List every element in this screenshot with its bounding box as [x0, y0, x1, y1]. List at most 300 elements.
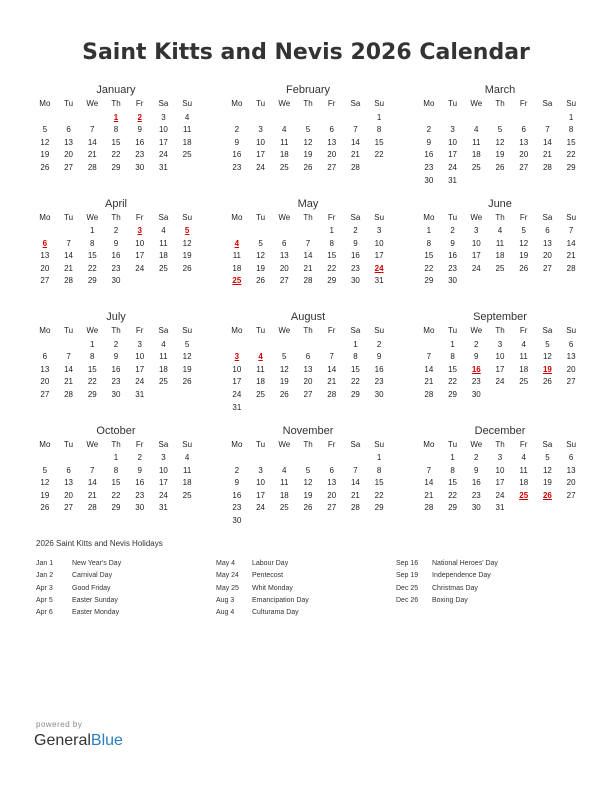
day-cell: 19 [182, 251, 192, 261]
day-cell: 30 [448, 276, 458, 286]
day-cell: 5 [497, 125, 503, 135]
day-cell: 11 [182, 465, 192, 475]
holiday-date: Sep 16 [396, 560, 419, 567]
day-cell: 7 [305, 238, 311, 248]
day-cell: 31 [232, 402, 242, 412]
day-cell: 21 [424, 490, 434, 500]
day-cell: 19 [303, 490, 313, 500]
day-cell: 16 [111, 251, 121, 261]
day-cell: 1 [376, 453, 382, 463]
day-cell: 18 [495, 251, 505, 261]
day-cell: 1 [90, 226, 95, 236]
day-cell: 23 [111, 263, 121, 273]
day-cell: 18 [182, 137, 192, 147]
day-cell: 5 [305, 125, 311, 135]
day-cell: 24 [135, 377, 145, 387]
month-name: August [290, 311, 326, 323]
day-cell: 27 [542, 263, 552, 273]
weekday-label: Fr [135, 99, 144, 108]
holiday-row [216, 583, 396, 595]
day-cell: 3 [161, 453, 166, 463]
weekday-label: Mo [423, 212, 435, 222]
day-cell: 7 [90, 465, 95, 475]
weekday-label: Su [182, 212, 193, 222]
calendar-title: Saint Kitts and Nevis 2026 Calendar [82, 40, 530, 65]
day-cell: 5 [545, 339, 550, 349]
day-cell: 21 [64, 377, 74, 387]
day-cell: 19 [542, 478, 552, 488]
weekday-label: Mo [423, 326, 435, 335]
day-cell: 10 [256, 478, 266, 488]
holiday-row [36, 558, 216, 570]
day-cell: 20 [40, 377, 50, 387]
holiday-name: Good Friday [72, 584, 111, 592]
day-cell: 3 [474, 226, 479, 236]
day-cell: 30 [374, 389, 384, 399]
month-november [225, 423, 391, 537]
holiday-name: Independence Day [432, 572, 491, 580]
holiday-row [216, 607, 396, 619]
day-cell: 29 [448, 389, 458, 399]
weekday-label: Mo [39, 99, 51, 108]
day-cell: 19 [40, 490, 50, 500]
day-cell: 13 [40, 364, 50, 374]
empty-cell [536, 112, 560, 125]
day-cell: 13 [327, 137, 337, 147]
day-cell: 23 [135, 490, 145, 500]
day-cell: 13 [279, 251, 289, 261]
weekday-label: Sa [350, 212, 361, 222]
month-september [417, 309, 583, 423]
day-cell: 24 [256, 162, 266, 172]
empty-cell [464, 112, 488, 125]
empty-cell [80, 112, 104, 125]
day-cell: 15 [424, 251, 434, 261]
day-cell: 19 [495, 150, 505, 160]
day-cell: 22 [111, 490, 121, 500]
day-cell: 27 [279, 276, 289, 286]
empty-cell [33, 225, 57, 238]
day-cell: 1 [450, 453, 455, 463]
weekday-label: Fr [327, 99, 336, 108]
day-cell: 14 [303, 251, 313, 261]
day-cell: 27 [519, 162, 529, 172]
day-cell: 23 [374, 377, 384, 387]
empty-cell [225, 112, 249, 125]
holiday-date: Apr 6 [36, 609, 53, 617]
holiday-day: 5 [184, 226, 190, 236]
day-cell: 17 [471, 251, 481, 261]
day-cell: 17 [495, 364, 505, 374]
weekday-label: Tu [448, 439, 458, 449]
holiday-date: May 25 [216, 584, 239, 592]
weekday-label: Th [111, 212, 121, 222]
holidays-section [36, 539, 596, 619]
day-cell: 14 [424, 364, 434, 374]
day-cell: 12 [40, 137, 50, 147]
holiday-day: 16 [471, 364, 481, 374]
weekday-label: Fr [327, 439, 336, 449]
weekday-label: Fr [327, 326, 336, 335]
day-cell: 1 [113, 453, 119, 463]
day-cell: 22 [87, 263, 97, 273]
day-cell: 23 [471, 377, 481, 387]
day-cell: 24 [495, 377, 505, 387]
day-cell: 15 [350, 364, 360, 374]
month-july [33, 309, 199, 423]
day-cell: 30 [111, 276, 121, 286]
day-cell: 24 [256, 503, 266, 513]
day-cell: 1 [329, 226, 334, 236]
holiday-name: Emancipation Day [252, 596, 309, 604]
day-cell: 2 [474, 339, 479, 349]
weekday-label: Fr [519, 439, 528, 449]
day-cell: 3 [258, 465, 263, 475]
holiday-day: 25 [519, 490, 529, 500]
weekday-label: Mo [423, 99, 435, 108]
weekday-label: Tu [448, 212, 458, 222]
day-cell: 20 [64, 490, 74, 500]
day-cell: 17 [374, 251, 384, 261]
day-cell: 23 [471, 490, 481, 500]
day-cell: 14 [64, 251, 74, 261]
empty-cell [57, 452, 81, 465]
month-name: September [473, 311, 527, 323]
day-cell: 2 [113, 339, 119, 349]
weekday-label: Fr [135, 326, 144, 335]
day-cell: 5 [258, 238, 263, 248]
day-cell: 25 [495, 263, 505, 273]
day-cell: 6 [66, 125, 71, 135]
weekday-label: Th [495, 326, 505, 335]
empty-cell [417, 452, 441, 465]
month-days [33, 325, 199, 402]
day-cell: 16 [448, 251, 458, 261]
day-cell: 22 [448, 377, 458, 387]
day-cell: 13 [542, 238, 552, 248]
day-cell: 30 [135, 503, 145, 513]
day-cell: 28 [327, 389, 337, 399]
empty-cell [272, 225, 296, 238]
holiday-column [396, 558, 576, 619]
day-cell: 9 [137, 465, 142, 475]
month-days [225, 212, 391, 289]
day-cell: 2 [113, 226, 119, 236]
weekday-label: Mo [231, 99, 243, 108]
brand-blue: Blue [90, 732, 123, 749]
day-cell: 11 [232, 251, 241, 261]
weekday-label: Fr [519, 99, 528, 108]
weekday-label: Su [374, 99, 385, 108]
day-cell: 14 [566, 238, 576, 248]
day-cell: 16 [374, 364, 384, 374]
weekday-label: Tu [256, 212, 266, 222]
day-cell: 26 [495, 162, 505, 172]
day-cell: 15 [448, 364, 458, 374]
day-cell: 8 [353, 352, 358, 362]
day-cell: 6 [42, 352, 48, 362]
day-cell: 5 [184, 339, 190, 349]
day-cell: 18 [471, 150, 481, 160]
day-cell: 1 [568, 112, 574, 122]
day-cell: 20 [64, 150, 74, 160]
day-cell: 2 [450, 226, 455, 236]
day-cell: 2 [137, 453, 142, 463]
brand-general: General [34, 732, 91, 749]
holiday-date: Jan 2 [36, 572, 54, 580]
day-cell: 18 [279, 490, 289, 500]
empty-cell [296, 112, 320, 125]
day-cell: 1 [353, 339, 358, 349]
day-cell: 26 [542, 377, 552, 387]
day-cell: 15 [87, 251, 97, 261]
weekday-label: Tu [448, 326, 458, 335]
weekday-label: Th [111, 326, 121, 335]
weekday-label: Su [566, 99, 577, 108]
weekday-label: Su [182, 326, 193, 335]
day-cell: 19 [182, 364, 192, 374]
day-cell: 29 [374, 503, 384, 513]
holiday-row [216, 570, 396, 582]
day-cell: 9 [234, 478, 240, 488]
day-cell: 6 [305, 352, 311, 362]
generalblue-logo[interactable] [34, 732, 123, 750]
weekday-label: Fr [519, 326, 528, 335]
day-cell: 1 [90, 339, 95, 349]
day-cell: 28 [542, 162, 552, 172]
holiday-day: 19 [542, 364, 552, 374]
day-cell: 8 [90, 352, 95, 362]
day-cell: 29 [424, 276, 434, 286]
day-cell: 20 [327, 150, 337, 160]
day-cell: 10 [232, 364, 242, 374]
month-january [33, 82, 199, 196]
holiday-day: 4 [258, 352, 263, 362]
day-cell: 10 [135, 352, 145, 362]
empty-cell [344, 112, 368, 125]
month-name: July [106, 311, 126, 323]
day-cell: 3 [258, 125, 263, 135]
day-cell: 17 [135, 364, 145, 374]
months-grid [33, 82, 583, 536]
weekday-label: Su [374, 439, 385, 449]
day-cell: 5 [282, 352, 287, 362]
day-cell: 21 [87, 150, 97, 160]
weekday-label: Fr [519, 212, 528, 222]
holiday-date: Jan 1 [36, 560, 54, 567]
day-cell: 15 [111, 137, 121, 147]
day-cell: 24 [471, 263, 481, 273]
holiday-date: Dec 25 [396, 584, 419, 592]
empty-cell [249, 339, 273, 352]
weekday-label: Tu [64, 326, 74, 335]
empty-cell [33, 339, 57, 352]
day-cell: 12 [542, 352, 552, 362]
day-cell: 9 [137, 125, 142, 135]
day-cell: 13 [519, 137, 529, 147]
day-cell: 22 [327, 263, 337, 273]
weekday-label: Tu [448, 99, 458, 108]
day-cell: 11 [256, 364, 265, 374]
weekday-label: Th [303, 99, 313, 108]
holiday-name: Christmas Day [432, 584, 478, 592]
weekday-label: Th [495, 99, 505, 108]
day-cell: 8 [90, 238, 95, 248]
day-cell: 9 [113, 238, 119, 248]
day-cell: 25 [279, 503, 289, 513]
day-cell: 16 [350, 251, 360, 261]
weekday-label: Tu [64, 99, 74, 108]
holiday-day: 2 [137, 112, 142, 122]
day-cell: 5 [42, 465, 48, 475]
day-cell: 6 [329, 125, 334, 135]
weekday-label: We [278, 212, 291, 222]
weekday-label: We [470, 99, 483, 108]
day-cell: 26 [303, 162, 313, 172]
day-cell: 6 [282, 238, 287, 248]
day-cell: 27 [40, 389, 50, 399]
day-cell: 7 [568, 226, 574, 236]
empty-cell [80, 452, 104, 465]
day-cell: 19 [303, 150, 313, 160]
day-cell: 24 [158, 490, 168, 500]
weekday-label: Sa [542, 439, 553, 449]
day-cell: 5 [521, 226, 526, 236]
month-august [225, 309, 391, 423]
day-cell: 17 [495, 478, 505, 488]
holiday-date: Sep 19 [396, 572, 419, 580]
day-cell: 9 [113, 352, 119, 362]
day-cell: 16 [471, 478, 481, 488]
day-cell: 4 [521, 453, 526, 463]
day-cell: 28 [424, 503, 434, 513]
day-cell: 2 [234, 465, 240, 475]
weekday-label: Th [303, 439, 313, 449]
day-cell: 10 [158, 465, 168, 475]
day-cell: 2 [376, 339, 382, 349]
weekday-label: We [86, 99, 99, 108]
weekday-label: Su [374, 326, 385, 335]
day-cell: 21 [87, 490, 97, 500]
day-cell: 13 [566, 352, 576, 362]
day-cell: 12 [182, 352, 192, 362]
day-cell: 16 [111, 364, 121, 374]
month-days [417, 325, 583, 402]
day-cell: 7 [545, 125, 550, 135]
day-cell: 4 [282, 125, 287, 135]
day-cell: 24 [135, 263, 145, 273]
holiday-name: Culturama Day [252, 609, 299, 617]
empty-cell [441, 112, 465, 125]
weekday-label: Th [495, 439, 505, 449]
day-cell: 8 [450, 352, 455, 362]
day-cell: 22 [448, 490, 458, 500]
day-cell: 12 [495, 137, 505, 147]
day-cell: 10 [471, 238, 481, 248]
day-cell: 17 [158, 137, 168, 147]
day-cell: 15 [374, 137, 384, 147]
day-cell: 31 [495, 503, 505, 513]
day-cell: 10 [374, 238, 384, 248]
weekday-label: Fr [135, 439, 144, 449]
day-cell: 9 [353, 238, 358, 248]
day-cell: 8 [113, 465, 119, 475]
day-cell: 25 [471, 162, 481, 172]
holiday-date: May 4 [216, 560, 236, 567]
weekday-label: Mo [231, 439, 243, 449]
day-cell: 27 [303, 389, 313, 399]
day-cell: 18 [279, 150, 289, 160]
day-cell: 10 [448, 137, 458, 147]
holiday-row [216, 595, 396, 607]
day-cell: 25 [158, 263, 168, 273]
day-cell: 25 [279, 162, 289, 172]
day-cell: 26 [256, 276, 266, 286]
empty-cell [417, 339, 441, 352]
holiday-date: Aug 3 [216, 596, 235, 604]
day-cell: 8 [568, 125, 574, 135]
day-cell: 11 [159, 238, 168, 248]
day-cell: 23 [232, 162, 242, 172]
weekday-label: Sa [542, 212, 553, 222]
day-cell: 28 [87, 503, 97, 513]
empty-cell [249, 112, 273, 125]
day-cell: 17 [232, 377, 242, 387]
day-cell: 28 [303, 276, 313, 286]
day-cell: 13 [327, 478, 337, 488]
day-cell: 10 [495, 465, 505, 475]
day-cell: 26 [182, 263, 192, 273]
day-cell: 20 [566, 364, 576, 374]
month-february [225, 82, 391, 196]
day-cell: 21 [566, 251, 576, 261]
holiday-day: 4 [234, 238, 240, 248]
day-cell: 23 [350, 263, 360, 273]
weekday-label: We [470, 212, 483, 222]
day-cell: 24 [158, 150, 168, 160]
day-cell: 27 [327, 503, 337, 513]
weekday-label: Sa [542, 326, 553, 335]
day-cell: 12 [279, 364, 289, 374]
day-cell: 7 [353, 465, 358, 475]
day-cell: 22 [374, 490, 384, 500]
day-cell: 9 [474, 465, 479, 475]
weekday-label: Tu [256, 99, 266, 108]
day-cell: 13 [303, 364, 313, 374]
holiday-day: 1 [113, 112, 119, 122]
day-cell: 7 [66, 352, 71, 362]
day-cell: 12 [519, 238, 529, 248]
holiday-name: Pentecost [252, 572, 284, 580]
day-cell: 27 [64, 162, 74, 172]
day-cell: 3 [137, 339, 142, 349]
day-cell: 12 [542, 465, 552, 475]
day-cell: 21 [350, 490, 360, 500]
weekday-label: Mo [39, 326, 51, 335]
day-cell: 23 [424, 162, 434, 172]
day-cell: 14 [542, 137, 552, 147]
day-cell: 4 [184, 112, 190, 122]
day-cell: 18 [519, 478, 529, 488]
weekday-label: Th [495, 212, 505, 222]
day-cell: 6 [568, 339, 574, 349]
month-name: October [96, 424, 136, 437]
day-cell: 17 [256, 490, 266, 500]
day-cell: 30 [424, 175, 434, 185]
day-cell: 10 [135, 238, 145, 248]
day-cell: 21 [64, 263, 74, 273]
month-may [225, 196, 391, 310]
